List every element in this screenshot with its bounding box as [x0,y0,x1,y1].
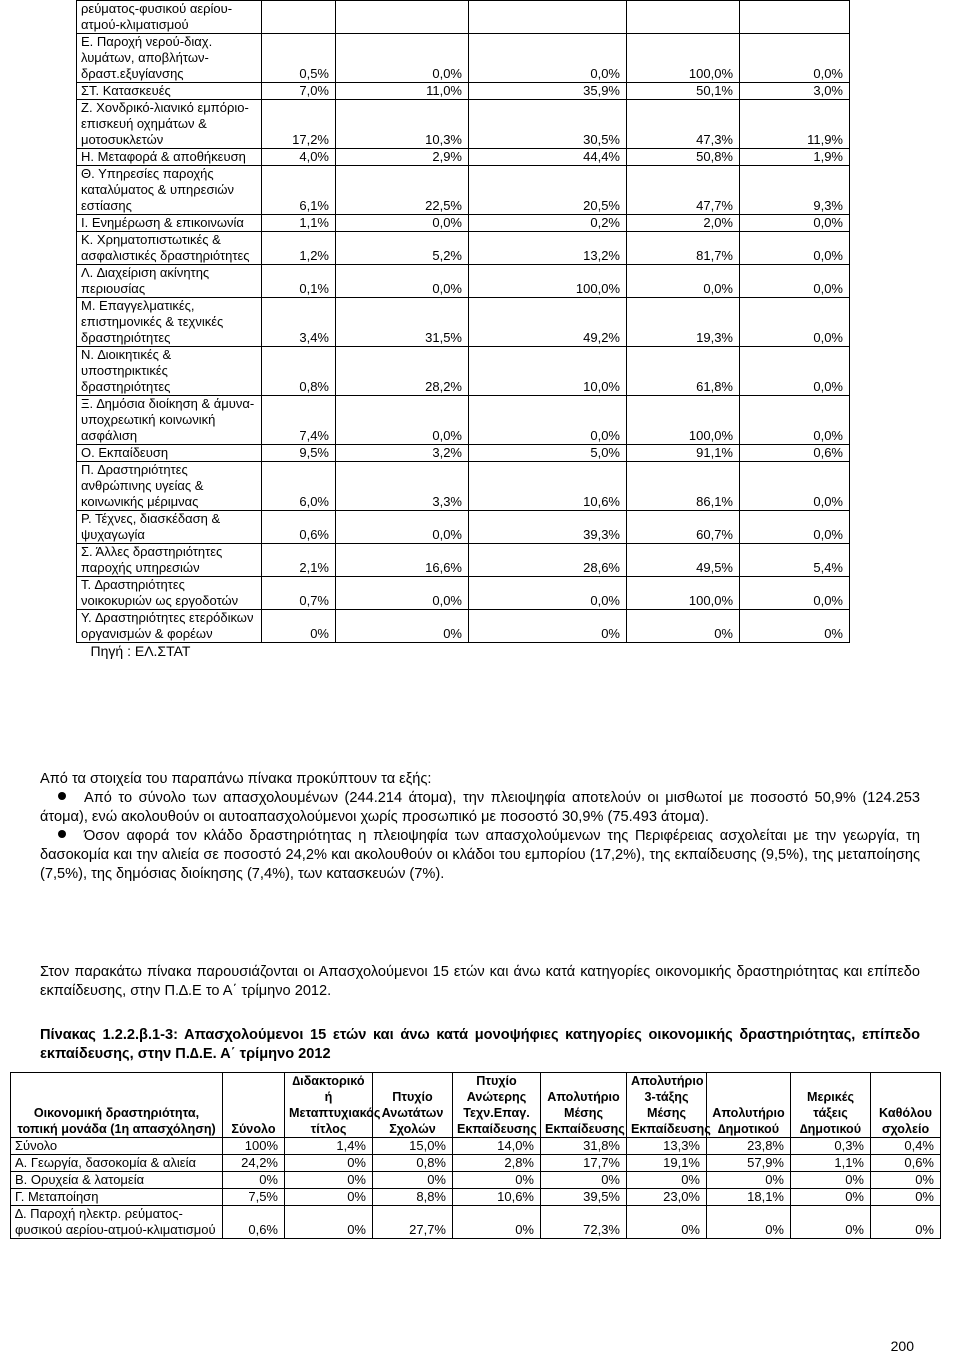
cell-value: 2,1% [262,544,336,577]
cell-value: 72,3% [541,1206,627,1239]
cell-value: 10,3% [336,100,469,149]
row-label: Η. Μεταφορά & αποθήκευση [77,149,262,166]
table-row [11,1189,941,1206]
table-row [77,83,850,100]
column-header: Μερικές τάξεις ∆ημοτικού [791,1073,871,1138]
cell-value: 5,2% [336,232,469,265]
cell-value: 7,5% [223,1189,285,1206]
table-row [77,1,850,34]
bullet-item: Όσον αφορά τον κλάδο δραστηριότητας η πλειοψηφία των απασχολούμενων της Περιφέρειας ασχολείται με την γεωργία, τη δασοκομία και την αλιεία σε ποσοστό 24,2% και ακολουθούν οι κλάδοι του εμπορίου (17,2%), της εκπαίδευσης (9,5%), της μεταποίησης (7,5%), της δημόσιας διοίκησης (7,4%), των κατασκευών (7%). [40,828,920,882]
cell-value: 16,6% [336,544,469,577]
column-header: Απολυτήριο Μέσης Εκπαίδευσης [541,1073,627,1138]
cell-value: 0% [469,610,627,643]
cell-value: 100,0% [627,577,740,610]
cell-value: 100,0% [627,396,740,445]
cell-value: 47,7% [627,166,740,215]
table-row [11,1138,941,1155]
cell-value: 0% [871,1206,941,1239]
intro-text: Από τα στοιχεία του παραπάνω πίνακα προκύπτουν τα εξής: [40,771,432,787]
cell-value: 0,0% [336,577,469,610]
cell-value: 1,2% [262,232,336,265]
cell-value: 0,0% [336,34,469,83]
cell-value: 24,2% [223,1155,285,1172]
cell-value: 0,8% [373,1155,453,1172]
row-label: Κ. Χρηματοπιστωτικές & ασφαλιστικές δραστηριότητες [77,232,262,265]
cell-value: 0,6% [740,445,850,462]
cell-value: 0,2% [469,215,627,232]
cell-value: 28,2% [336,347,469,396]
cell-value: 0% [627,610,740,643]
cell-value: 18,1% [707,1189,791,1206]
cell-value: 60,7% [627,511,740,544]
table-row [77,577,850,610]
table-row [77,34,850,83]
cell-value: 0,0% [740,577,850,610]
cell-value: 81,7% [627,232,740,265]
row-label: Τ. ∆ραστηριότητες νοικοκυριών ως εργοδοτών [77,577,262,610]
cell-value: 7,4% [262,396,336,445]
table-row [77,462,850,511]
cell-value: 4,0% [262,149,336,166]
cell-value: 0,0% [469,577,627,610]
cell-value: 61,8% [627,347,740,396]
cell-value: 57,9% [707,1155,791,1172]
row-label: Ο. Εκπαίδευση [77,445,262,462]
cell-value: 0,0% [740,511,850,544]
cell-value: 35,9% [469,83,627,100]
cell-value: 0,5% [262,34,336,83]
cell-value: 0,3% [791,1138,871,1155]
row-label: Β. Ορυχεία & λατομεία [11,1172,223,1189]
column-header: ∆ιδακτορικό ή Μεταπτυχιακός τίτλος [285,1073,373,1138]
cell-value: 91,1% [627,445,740,462]
row-label: Ζ. Χονδρικό-λιανικό εμπόριο-επισκευή οχημάτων & μοτοσυκλετών [77,100,262,149]
cell-value: 17,7% [541,1155,627,1172]
cell-value: 0,0% [336,396,469,445]
cell-value: 6,0% [262,462,336,511]
bullet-item: Από το σύνολο των απασχολουμένων (244.214 άτομα), την πλειοψηφία αποτελούν οι μισθωτοί με ποσοστό 50,9% (124.253 άτομα), ενώ ακολουθούν οι αυτοαπασχολούμενοι χωρίς προσωπικό με ποσοστό 30,9% (75.493 άτομα). [40,790,920,825]
table-row [77,298,850,347]
cell-value: 0% [740,610,850,643]
table-row [77,544,850,577]
page-number: 200 [890,1338,914,1354]
cell-value: 0% [285,1155,373,1172]
table-header-row [11,1073,941,1138]
row-label: Π. ∆ραστηριότητες ανθρώπινης υγείας & κοινωνικής μέριμνας [77,462,262,511]
cell-value: 0,0% [740,232,850,265]
cell-value: 14,0% [453,1138,541,1155]
cell-value: 0% [871,1172,941,1189]
cell-value: 0% [791,1189,871,1206]
cell-value: 0,0% [740,298,850,347]
cell-value: 13,3% [627,1138,707,1155]
cell-value: 0% [285,1172,373,1189]
cell-value: 0% [373,1172,453,1189]
cell-value: 3,0% [740,83,850,100]
cell-value: 0% [336,610,469,643]
column-header: Πτυχίο Ανωτάτων Σχολών [373,1073,453,1138]
cell-value: 0,0% [469,396,627,445]
cell-value: 0,4% [871,1138,941,1155]
cell-value: 9,3% [740,166,850,215]
cell-value: 0,1% [262,265,336,298]
row-label: ρεύματος-φυσικού αερίου-ατμού-κλιματισμού [77,1,262,34]
row-label: Σύνολο [11,1138,223,1155]
column-header: Καθόλου σχολείο [871,1073,941,1138]
cell-value: 0,0% [740,396,850,445]
cell-value [627,1,740,34]
row-label: ΣΤ. Κατασκευές [77,83,262,100]
table-row [77,100,850,149]
table-row [11,1155,941,1172]
cell-value: 28,6% [469,544,627,577]
table-row [77,445,850,462]
cell-value: 10,0% [469,347,627,396]
row-label: Υ. ∆ραστηριότητες ετερόδικων οργανισμών & φορέων [77,610,262,643]
row-label: Μ. Επαγγελματικές, επιστημονικές & τεχνικές δραστηριότητες [77,298,262,347]
table-row [77,610,850,643]
table-row [77,396,850,445]
cell-value: 50,1% [627,83,740,100]
cell-value: 0,0% [740,34,850,83]
cell-value: 0% [223,1172,285,1189]
table-row [77,215,850,232]
cell-value: 23,0% [627,1189,707,1206]
cell-value: 19,3% [627,298,740,347]
bullet-icon [58,830,66,838]
cell-value: 15,0% [373,1138,453,1155]
cell-value: 50,8% [627,149,740,166]
cell-value: 2,8% [453,1155,541,1172]
cell-value: 0% [453,1206,541,1239]
row-label: ∆. Παροχή ηλεκτρ. ρεύματος-φυσικού αερίου-ατμού-κλιματισμού [11,1206,223,1239]
cell-value: 86,1% [627,462,740,511]
cell-value: 0% [791,1206,871,1239]
row-label: Ξ. ∆ημόσια διοίκηση & άμυνα-υποχρεωτική κοινωνική ασφάλιση [77,396,262,445]
column-header: Πτυχίο Ανώτερης Τεχν.Επαγ. Εκπαίδευσης [453,1073,541,1138]
cell-value: 0% [285,1206,373,1239]
cell-value: 0% [707,1206,791,1239]
cell-value: 11,0% [336,83,469,100]
intro-paragraph: Στον παρακάτω πίνακα παρουσιάζονται οι Απασχολούμενοι 15 ετών και άνω κατά κατηγορίες οικονομικής δραστηριότητας και επίπεδο εκπαίδευσης, στην Π.∆.Ε το Α΄ τρίμηνο 2012. [40,964,920,999]
cell-value: 27,7% [373,1206,453,1239]
cell-value: 100,0% [469,265,627,298]
table-row [77,265,850,298]
cell-value: 0% [627,1172,707,1189]
table-row [77,149,850,166]
cell-value: 39,5% [541,1189,627,1206]
cell-value: 0,0% [740,265,850,298]
cell-value: 1,4% [285,1138,373,1155]
table-row [11,1206,941,1239]
cell-value: 31,5% [336,298,469,347]
cell-value: 31,8% [541,1138,627,1155]
cell-value: 3,2% [336,445,469,462]
cell-value: 17,2% [262,100,336,149]
row-label: Λ. ∆ιαχείριση ακίνητης περιουσίας [77,265,262,298]
column-header: Απολυτήριο 3-τάξης Μέσης Εκπαίδευσης [627,1073,707,1138]
cell-value: 0,0% [740,347,850,396]
cell-value [336,1,469,34]
cell-value [262,1,336,34]
cell-value: 10,6% [469,462,627,511]
table-row [77,511,850,544]
cell-value: 0% [453,1172,541,1189]
cell-value: 0% [791,1172,871,1189]
cell-value: 5,4% [740,544,850,577]
cell-value: 47,3% [627,100,740,149]
cell-value: 0,0% [336,215,469,232]
cell-value: 0,0% [740,462,850,511]
row-label: Α. Γεωργία, δασοκομία & αλιεία [11,1155,223,1172]
cell-value: 0,6% [262,511,336,544]
employment-status-table [76,0,850,659]
cell-value: 0% [707,1172,791,1189]
bullet-icon [58,792,66,800]
cell-value: 0,0% [740,215,850,232]
cell-value: 6,1% [262,166,336,215]
cell-value: 0,0% [336,265,469,298]
cell-value: 1,9% [740,149,850,166]
cell-value: 19,1% [627,1155,707,1172]
row-label: Ν. ∆ιοικητικές & υποστηρικτικές δραστηριότητες [77,347,262,396]
cell-value: 0,8% [262,347,336,396]
cell-value: 100% [223,1138,285,1155]
cell-value: 0,0% [469,34,627,83]
education-level-table [10,1072,941,1239]
table-row [11,1172,941,1189]
cell-value: 11,9% [740,100,850,149]
cell-value: 3,4% [262,298,336,347]
cell-value: 0% [541,1172,627,1189]
row-label: Σ. Άλλες δραστηριότητες παροχής υπηρεσιών [77,544,262,577]
cell-value: 0% [627,1206,707,1239]
cell-value: 3,3% [336,462,469,511]
cell-value: 0,6% [223,1206,285,1239]
cell-value [469,1,627,34]
cell-value: 13,2% [469,232,627,265]
cell-value: 1,1% [262,215,336,232]
cell-value: 0,7% [262,577,336,610]
column-header: Απολυτήριο ∆ημοτικού [707,1073,791,1138]
row-label: Ρ. Τέχνες, διασκέδαση & ψυχαγωγία [77,511,262,544]
cell-value: 2,0% [627,215,740,232]
table-row [77,347,850,396]
cell-value: 0% [262,610,336,643]
row-label: Ε. Παροχή νερού-διαχ. λυμάτων, αποβλήτων-δραστ.εξυγίανσης [77,34,262,83]
cell-value: 8,8% [373,1189,453,1206]
cell-value: 2,9% [336,149,469,166]
cell-value: 0,6% [871,1155,941,1172]
cell-value: 23,8% [707,1138,791,1155]
row-label: Γ. Μεταποίηση [11,1189,223,1206]
cell-value: 0,0% [627,265,740,298]
cell-value: 39,3% [469,511,627,544]
cell-value: 22,5% [336,166,469,215]
analysis-text [40,770,920,884]
cell-value: 49,2% [469,298,627,347]
column-header: Οικονομική δραστηριότητα, τοπική μονάδα (1η απασχόληση) [11,1073,223,1138]
cell-value: 0% [871,1189,941,1206]
row-label: Ι. Ενημέρωση & επικοινωνία [77,215,262,232]
cell-value: 44,4% [469,149,627,166]
table-row [77,166,850,215]
cell-value: 49,5% [627,544,740,577]
cell-value: 10,6% [453,1189,541,1206]
source-note: Πηγή : ΕΛ.ΣΤΑΤ [90,643,191,659]
cell-value: 5,0% [469,445,627,462]
cell-value: 0,0% [336,511,469,544]
table-title: Πίνακας 1.2.2.β.1-3: Απασχολούμενοι 15 ετών και άνω κατά μονοψήφιες κατηγορίες οικονομικής δραστηριότητας, επίπεδο εκπαίδευσης, στην Π.∆.Ε. Α΄ τρίμηνο 2012 [40,1027,920,1062]
cell-value [740,1,850,34]
cell-value: 9,5% [262,445,336,462]
cell-value: 7,0% [262,83,336,100]
table-row [77,232,850,265]
column-header: Σύνολο [223,1073,285,1138]
cell-value: 0% [285,1189,373,1206]
cell-value: 20,5% [469,166,627,215]
cell-value: 1,1% [791,1155,871,1172]
cell-value: 100,0% [627,34,740,83]
cell-value: 30,5% [469,100,627,149]
row-label: Θ. Υπηρεσίες παροχής καταλύματος & υπηρεσιών εστίασης [77,166,262,215]
